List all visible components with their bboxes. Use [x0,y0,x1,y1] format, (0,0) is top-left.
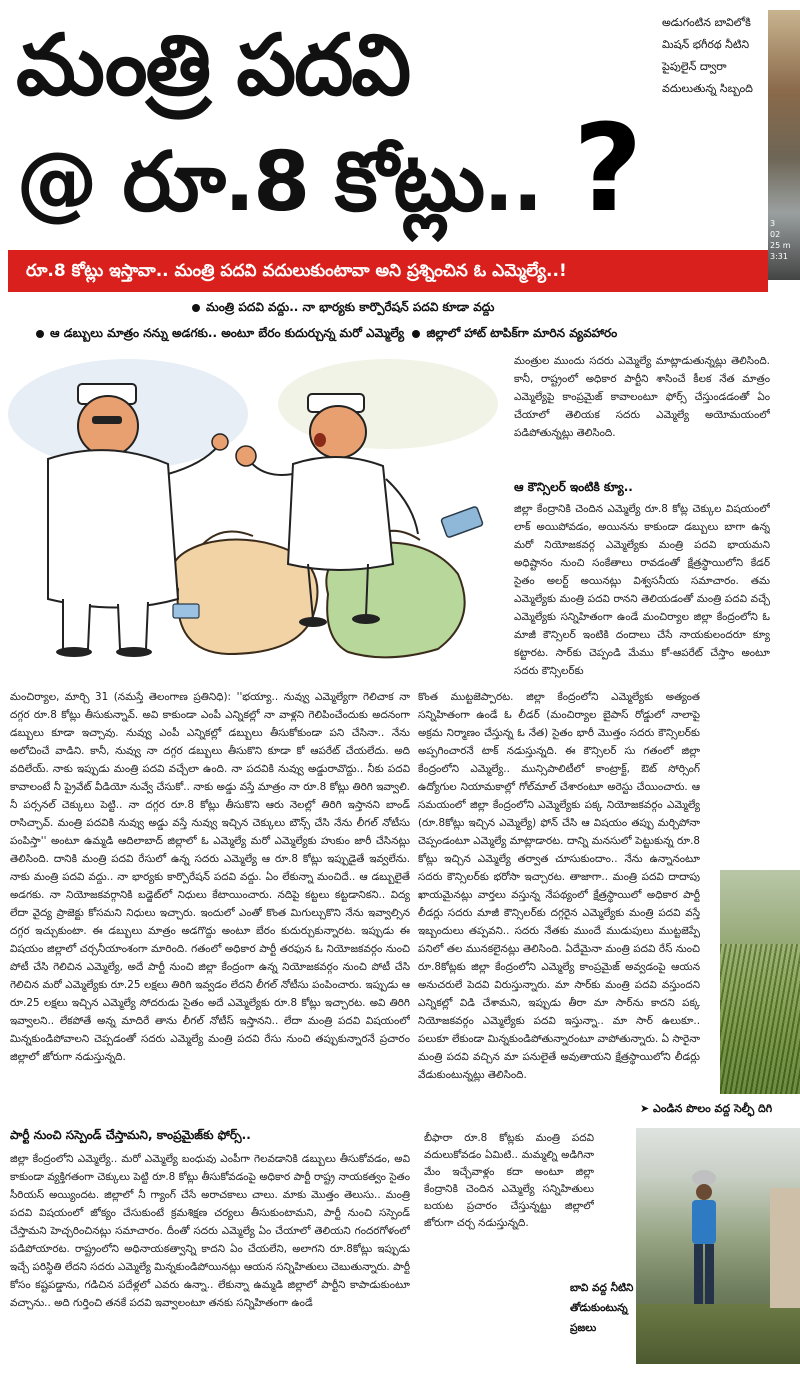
well-pipeline-photo [768,10,800,280]
bullet-icon [36,330,44,338]
photo-post [770,1188,800,1308]
article-column-middle-narrow: బీఫారా రూ.8 కోట్లకు మంత్రి పదవి వదులుకోవడం ఏమిటి.. మమ్మల్ని అడిగినా మేం ఇచ్చేవాళ్లం కదా అంటూ జిల్లా కేంద్రానికి చెందిన ఎమ్మెల్యే సన్నిహితులు బయట ప్రచారం చేస్తున్నట్టు జిల్లాలో జోరుగా చర్చ నడుస్తున్నది. [424,1132,594,1229]
arrow-icon: ➤ [640,1102,654,1115]
headline-line-2: @ రూ.8 కోట్లు.. [16,135,542,230]
field-photo-caption: ➤ ఎండిన పొలం వద్ద సెల్ఫీ దిగి [640,1102,773,1115]
dry-field-photo [720,870,800,1094]
subhead-2: ఆ డబ్బులు మాత్రం నన్ను అడగకు.. అంటూ బేరం కుదుర్చున్న మరో ఎమ్మెల్యే జిల్లాలో హాట్ టాపిక్‌గా మారిన వ్యవహారం [36,326,768,343]
headline [8,10,648,245]
bullet-icon [192,304,200,312]
well-water-photo [636,1128,800,1364]
article-column-right-top: మంత్రుల ముందు సదరు ఎమ్మెల్యే మాట్లాడుతున్నట్లు తెలిసింది. కానీ, రాష్ట్రంలో అధికార పార్టీని శాసించే కీలక నేత మాత్రం ఎమ్మెల్యేపై కాంప్రమైజ్ కావాలంటూ ఫోర్స్ చేస్తుండడంతో ఏం చేయాలో తెలియక సదరు ఎమ్మెల్యే అయోమయంలో పడిపోతున్నట్లు తెలిసింది. [514,355,770,439]
bullet-icon [412,330,420,338]
headline-line-1: మంత్రి పదవి [16,16,410,114]
red-banner: రూ.8 కోట్లు ఇస్తావా.. మంత్రి పదవి వదులుకుంటావా అని ప్రశ్నించిన ఓ ఎమ్మెల్యే..! [8,250,768,292]
article-column-left-bottom: జిల్లా కేంద్రంలోని ఎమ్మెల్యే.. మరో ఎమ్మెల్యే బంధువు ఎంపీగా గెలవడానికి డబ్బులు తీసుకోవడం, అవి కాకుండా వ్యక్తిగతంగా చెక్కులు పెట్టి రూ.8 కోట్లు తీసుకోవడంపై అధికార పార్టీ రాష్ట్ర నాయకత్వం సైతం సీరియస్ అయ్యిందట. జిల్లాలో నీ గ్యాంగ్ చేసే అరాచకాలు చాలు. మాకు మొత్తం తెలుసు.. మంత్రి పదవి విషయంలో జోక్యం చేసుకుంటే క్రమశిక్షణ చర్యలు తీసుకుంటామని, పార్టీ నుంచి సస్పెండ్ చేస్తామని హెచ్చరించినట్లు సమాచారం. దీంతో సదరు ఎమ్మెల్యే ఏం చేయాలో తెలియని గందరగోళంలో పడిపోయారట. రాష్ట్రంలోని అధినాయకత్వాన్ని కాదని ఏం చేయలేని, అలాగని రూ.8కోట్లు ఇప్పుడు ఇచ్చే పరిస్థితి లేదని సదరు ఎమ్మెల్యే మిన్నకుండిపోయినట్లు ఆయన సన్నిహితులు చెబుతున్నారు. పార్టీ కోసం కష్టపడ్డాను, గడిచిన పదేళ్లలో ఎవరు ఉన్నా.. లేకున్నా ఉమ్మడి జిల్లాలో పార్టీని కాపాడుకుంటూ వచ్చాను.. అది గుర్తించి తనకే పదవి ఇవ్వాలంటూ తనకు సన్నిహితంగా ఉండే [10,1153,410,1309]
photo-timestamp: 3 02 25 m 3:31 [770,219,791,261]
field-grass [720,944,800,1094]
article-column-left: మంచిర్యాల, మార్చి 31 (నమస్తే తెలంగాణ ప్రతినిధి): ''భయ్యా.. నువ్వు ఎమ్మెల్యేగా గెలిచాక నా దగ్గర రూ.8 కోట్లు తీసుకున్నావ్. అవి కాకుండా ఎంపీ ఎన్నికల్లో నా వాళ్లని గెలిపించేందుకు అదనంగా డబ్బులు కూడా ఇచ్చావు. నువ్వు ఎంపీ ఎన్నికల్లో డబ్బులు తీసుకోకుండా పని చేసినా.. నేను అలోచించే వాడిని. కానీ, నువ్వు నా దగ్గర డబ్బులు తీసుకొని కూడా కో ఆపరేట్ చేయలేదు. అది వదిలేయ్. నాకు ఇప్పుడు మంత్రి పదవి వచ్చేలా ఉంది. నా పదవికి నువ్వు అడ్డురావొద్దు.. నీకు పదవి కావాలంటే నీ ప్రైవేట్ వీడియో నువ్వే చేసుకో.. నాకు అడ్డు వస్తే మాత్రం నా రూ.8 కోట్లు తిరిగి ఇవ్వాలి. నీ పర్సనల్ చెక్కులు పెట్టి.. నా దగ్గర రూ.8 కోట్లు తీసుకొని ఆరు నెలల్లో తిరిగి ఇస్తానని బాండ్ రాసిచ్చావ్. మంత్రి పదవికి నువ్వు అడ్డు వస్తే నువ్వు ఇచ్చిన చెక్కులు బౌన్స్ చేసి నేను లీగల్ నోటీసు పంపిస్తా'' అంటూ ఉమ్మడి ఆదిలాబాద్ జిల్లాలో ఓ ఎమ్మెల్యే మరో ఎమ్మెల్యేకు హుకుం జారీ చేసినట్లు తెలిసింది. దానికి మంత్రి పదవి రేసులో ఉన్న సదరు ఎమ్మెల్యే ఆ రూ.8 కోట్లు ఇప్పుడైతే ఇవ్వలేను. నాకు మంత్రి పదవి వద్దు.. నా భార్యకు కార్పొరేషన్ పదవి వద్దు. ఏం లేకున్నా మంచిదే.. ఆ డబ్బులైతే అడగకు. నా నియోజకవర్గానికి బడ్జెట్‌లో నిధులు కేటాయించారు. నదిపై కట్టలు కట్టడానికని.. విద్య లేదా వైద్య ప్రాజెక్టు కోసమని నిధులు ఇచ్చారు. ఇందులో ఎంతో కొంత మిగుల్చుకొని నేను ఇవ్వాల్సిన దగ్గర ఇచ్చుకుంటా. ఈ డబ్బులు మాత్రం అడగొద్దు అంటూ బేరం కుదుర్చుకున్నారట. ఇప్పుడు ఈ విషయం జిల్లాలో చర్చనీయాంశంగా మారింది. గతంలో అధికార పార్టీ తరఫున ఓ నియోజకవర్గం నుంచి పోటీ చేసి గెలిచిన ఎమ్మెల్యే, అదే పార్టీ నుంచి జిల్లా కేంద్రంగా ఉన్న నియోజకవర్గం నుంచి పోటీ చేసి గెలిచిన మరో ఎమ్మెల్యేకు రూ.25 లక్షలు తిరిగి ఇవ్వడం లేదని లీగల్ నోటీసు పంపించారు. ఇప్పుడు ఆ రూ.25 లక్షలు ఇచ్చిన ఎమ్మెల్యే సోదరుడు సైతం అదే ఎమ్మెల్యేకు రూ.8 కోట్లు ఇచ్చారట. అవి తిరిగి ఇవ్వాలని.. లేకపోతే అన్న మాదిరే తాను లీగల్ నోటీస్ ఇస్తానని.. లేదా మంత్రి పదవి విషయంలో మిన్నకుండిపోవాలని చెప్పడంతో సదరు ఎమ్మెల్యే మంత్రి పదవి రేసు నుంచి తప్పుకున్నారనే ప్రచారం జిల్లాలో జోరుగా నడుస్తున్నది. [10,691,410,1063]
article-column-right-mid: జిల్లా కేంద్రానికి చెందిన ఎమ్మెల్యే రూ.8 కోట్ల చెక్కుల విషయంలో లాక్ అయిపోవడం, అయినను కాకుండా డబ్బులు బాగా ఉన్న మరో నియోజకవర్గ ఎమ్మెల్యేకు మంత్రి పదవి భాయమని అధిష్టానం నుంచి సంకేతాలు రావడంతో క్షేత్రస్థాయిలోని కేడర్ సైతం అలర్ట్ అయినట్లు విశ్వసనీయ సమాచారం. తమ ఎమ్మెల్యేకు మంత్రి పదవి రానని తెలియడంతో మంత్రి పదవి వచ్చే ఎమ్మెల్యేకు సన్నిహితంగా ఉండే మంచిర్యాల జిల్లా కేంద్రంలోని ఓ మాజీ కౌన్సిలర్ ఇంటికి దందాలు చేసే నాయకులందరూ క్యూ కట్టారట. సార్‌కు చెప్పండి మేము కో-ఆపరేట్ చేస్తాం అంటూ సదరు కౌన్సిలర్‌కు [514,503,770,677]
well-photo-caption: బావి వద్ద నీటిని తోడుకుంటున్న ప్రజలు [570,1282,634,1334]
subhead-1: మంత్రి పదవి వద్దు.. నా భార్యకు కార్పొరేషన్ పదవి కూడా వద్దు [192,300,632,317]
side-photo-caption: అడుగంటిన బావిలోకి మిషన్ భగీరథ నీటిని పైపులైన్ ద్వారా వదులుతున్న సిబ్బంది [662,16,753,95]
political-cartoon [8,354,503,664]
section-heading-councillor: ఆ కౌన్సిలర్ ఇంటికి క్యూ.. [514,480,633,494]
section-heading-suspend: పార్టీ నుంచి సస్పెండ్ చేస్తామని, కాంప్రమైజ్‌కు ఫోర్స్.. [10,1128,251,1142]
person-figure [684,1168,724,1318]
article-column-middle: కొంత ముట్టజెప్పారట. జిల్లా కేంద్రంలోని ఎమ్మెల్యేకు అత్యంత సన్నిహితంగా ఉండే ఓ లీడర్ (మంచిర్యాల బైపాస్ రోడ్డులో నాలాపై అక్రమ నిర్మాణం చేస్తున్న ఓ నేత) సైతం భారీ మొత్తం సదరు కౌన్సిలర్‌కు అప్పగించారనే టాక్ నడుస్తున్నది. ఈ కౌన్సిలర్ సు గతంలో జిల్లా కేంద్రంలోని ఎమ్మెల్యే.. మున్సిపాలిటీలో కాంట్రాక్ట్, ఔట్ సోర్సింగ్ ఉద్యోగుల నియామకాల్లో గోల్‌మాల్ చేశారంటూ అరెస్టు చేయించారు. ఆ సమయంలో జిల్లా కేంద్రంలోని ఎమ్మెల్యేకు పక్క నియోజకవర్గం ఎమ్మెల్యే (రూ.8కోట్లు ఇచ్చిన ఎమ్మెల్యే) ఫోన్ చేసి ఆ విషయం తప్పు మర్చిపోనా చెప్పండంటూ ఎమ్మెల్యే మాట్లాడారట. దాన్ని మనసులో పెట్టుకున్న రూ.8 కోట్లు ఇచ్చిన ఎమ్మెల్యే తర్వాత చూసుకుందాం.. నేను ఉన్నానంటూ సదరు కౌన్సిలర్‌కు భరోసా ఇచ్చారట. తాజాగా.. మంత్రి పదవి దాదాపు ఖాయమైనట్లు వార్తలు వస్తున్న నేపథ్యంలో క్షేత్రస్థాయిలో అధికార పార్టీ లీడర్లు సదరు మాజీ కౌన్సిలర్‌కు దగ్గరైన ఎమ్మెల్యేకు మంత్రి పదవి వస్తే ఇబ్బందులు తప్పవని.. సదరు నేతకు ముందే ముడుపులు ముట్టజెప్పే పనిలో తల మునకలైనట్లు తెలిసింది. ఏదేమైనా మంత్రి పదవి రేస్ నుంచి రూ.8కోట్లకు జిల్లా కేంద్రంలోని ఎమ్మెల్యే కాంప్రమైజ్ అవ్వడంపై ఆయన అనుచరులే పెదవి విరుస్తున్నారు. మా సార్‌కు మంత్రి పదవి వస్తుందని ఎన్నికల్లో విడి చేశామని, ఇప్పుడు తీరా మా సార్‌ను కాదని పక్క నియోజకవర్గం ఎమ్మెల్యేకు పదవి ఇస్తున్నా.. మా సార్ ఉలుకూ.. పలుకూ లేకుండా మిన్నకుండిపోతున్నారంటూ వాపోతున్నారు. ఏ సారైనా మంత్రి పదవి వచ్చిన మా పనులైతే అవుతాయని క్షేత్రస్థాయిలోని లీడర్లు వేడుకుంటున్నట్లు తెలిసింది. [418,691,700,1081]
question-mark: ? [573,100,643,239]
